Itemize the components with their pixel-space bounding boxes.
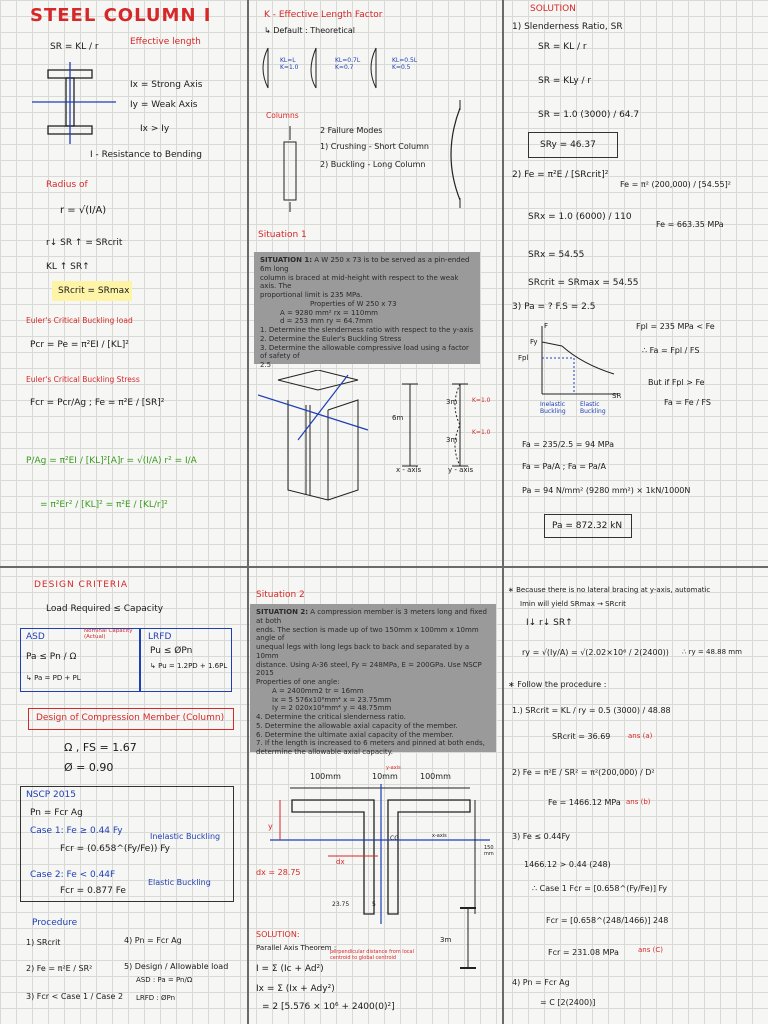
- situation2-line: distance. Using A-36 steel, Fy = 248MPa, E = 200GPa. Use NSCP 2015: [256, 660, 482, 678]
- column-divider-1: [247, 0, 249, 1024]
- pat-formula-3: = 2 [5.576 × 10⁶ + 2400(0)²]: [262, 1002, 395, 1012]
- load-capacity: Load Required ≤ Capacity: [46, 604, 164, 614]
- lrfd-subformula: ↳ Pu = 1.2PD + 1.6PL: [150, 662, 228, 670]
- strong-axis-text: Ix = Strong Axis: [130, 80, 203, 90]
- buckling-mode: 2) Buckling - Long Column: [320, 160, 426, 169]
- situation2-line: 4. Determine the critical slenderness ratio.: [256, 713, 406, 721]
- failure-modes: 2 Failure Modes: [320, 126, 383, 135]
- step1-heading: 1) Slenderness Ratio, SR: [512, 22, 623, 32]
- solution-heading: SOLUTION: [530, 4, 576, 14]
- y-axis-label: y - axis: [448, 466, 474, 474]
- ry-result: ∴ ry = 48.88 mm: [682, 648, 742, 656]
- page-title: STEEL COLUMN I: [30, 5, 212, 26]
- pn-formula: Pn = Fcr Ag: [30, 808, 83, 818]
- k-label-2: KL=0.7L K=0.7: [335, 57, 361, 71]
- resistance-text: I - Resistance to Bending: [90, 150, 202, 160]
- dim-100-left: 100mm: [310, 772, 341, 781]
- q2-result: Fe = 1466.12 MPa: [548, 798, 621, 807]
- q4-calc: = C [2(2400)]: [540, 998, 596, 1007]
- situation1-line: 2. Determine the Euler's Buckling Stress: [260, 334, 402, 343]
- situation2-lead: SITUATION 2:: [256, 608, 309, 616]
- default-text: ↳ Default : Theoretical: [264, 26, 355, 35]
- column-divider-2: [502, 0, 504, 1024]
- length-3m: 3m: [440, 936, 452, 944]
- short-column-sketch: [276, 124, 306, 214]
- y-3m-top: 3m: [446, 398, 458, 406]
- procedure-lrfd: LRFD : ØPn: [136, 994, 176, 1002]
- situation2-line: Ix = 5 576x10⁶mm⁴ x = 23.75mm: [272, 695, 392, 704]
- lrfd-label: LRFD: [148, 632, 172, 642]
- fpl-note: Fpl = 235 MPa < Fe: [636, 322, 715, 331]
- design-comp-heading: Design of Compression Member (Column): [36, 713, 225, 723]
- sr-step-2: SR = KLy / r: [538, 76, 592, 86]
- kl-sr-relation: KL ↑ SR↑: [46, 262, 90, 272]
- dx-label: dx: [336, 858, 345, 866]
- crushing-mode: 1) Crushing - Short Column: [320, 142, 429, 151]
- dim-2375: 23.75: [332, 901, 350, 908]
- case1-cond: Case 1: Fe ≥ 0.44 Fy: [30, 826, 123, 836]
- case2-cond: Case 2: Fe < 0.44F: [30, 870, 116, 880]
- situation1-line: d = 253 mm ry = 64.7mm: [280, 317, 373, 326]
- answer-b: ans (b): [626, 798, 651, 806]
- pat-heading: Parallel Axis Theorem :: [256, 944, 337, 952]
- situation2-line: A = 2400mm2 tr = 16mm: [272, 686, 364, 695]
- situation2-line: 5. Determine the allowable axial capacity of the member.: [256, 721, 458, 730]
- sr-step-1: SR = KL / r: [538, 42, 587, 52]
- graph-fpl-label: Fpl: [518, 354, 529, 362]
- srcrit-value: SRcrit = SRmax = 54.55: [528, 278, 639, 288]
- inelastic-label: Inelastic Buckling: [540, 401, 566, 415]
- ix-gt-iy-text: Ix > Iy: [140, 124, 170, 134]
- answer-c: ans (C): [638, 946, 663, 954]
- fa-note: ∴ Fa = Fpl / FS: [642, 346, 700, 355]
- design-criteria-heading: DESIGN CRITERIA: [34, 580, 128, 590]
- elastic-label: Elastic Buckling: [580, 401, 606, 415]
- dim-150: 150 mm: [484, 845, 494, 857]
- situation2-line: Properties of one angle:: [256, 678, 340, 686]
- graph-f-label: F: [544, 322, 549, 330]
- situation2-line: unequal legs with long legs back to back and separated by a 10mm: [256, 643, 470, 660]
- elastic-buckling-label: Elastic Buckling: [148, 878, 211, 887]
- q1-result: SRcrit = 36.69: [552, 732, 611, 741]
- pat-formula-1: I = Σ (Ic + Ad²): [256, 964, 324, 974]
- double-angle-section: [270, 784, 490, 924]
- phi-value: Ø = 0.90: [64, 761, 114, 774]
- q3-result: Fcr = 231.08 MPa: [548, 948, 619, 957]
- euler-stress-formula: Fcr = Pcr/Ag ; Fe = π²E / [SR]²: [30, 398, 165, 408]
- green-derivation-1: P/Ag = π²EI / [KL]²[A]: [26, 456, 121, 466]
- fa-pa: Fa = Pa/A ; Fa = Pa/A: [522, 462, 606, 471]
- because-line-1: ∗ Because there is no lateral bracing at y-axis, automatic: [508, 586, 711, 594]
- situation2-line: determine the allowable axial capacity.: [256, 748, 394, 756]
- procedure-step-5: 5) Design / Allowable load: [124, 962, 229, 971]
- situation2-line: 6. Determine the ultimate axial capacity of the member.: [256, 730, 454, 739]
- situation1-line: column is braced at mid-height with respect to the weak axis. The: [260, 273, 459, 291]
- buckled-column-sketch: [440, 100, 480, 210]
- fixed-column-sketch: [456, 904, 480, 974]
- asd-label: ASD: [26, 632, 45, 642]
- but-if-note: But if Fpl > Fe: [648, 378, 705, 387]
- q3-calc: Fcr = [0.658^(248/1466)] 248: [546, 916, 669, 925]
- case2-formula: Fcr = 0.877 Fe: [60, 886, 126, 896]
- dim-5: 5: [372, 901, 376, 908]
- k-label-3: KL=0.5L K=0.5: [392, 57, 418, 71]
- pa-answer: Pa = 872.32 kN: [552, 521, 623, 531]
- nscp-heading: NSCP 2015: [26, 790, 76, 800]
- situation2-line: ends. The section is made up of two 150mm x 100mm x 10mm angle of: [256, 625, 479, 643]
- euler-stress-heading: Euler's Critical Buckling Stress: [26, 375, 140, 384]
- situation1-line: 2.5: [260, 361, 272, 369]
- fa-fe-note: Fa = Fe / FS: [664, 398, 711, 407]
- pat-formula-2: Ix = Σ (Ix + Ady²): [256, 984, 335, 994]
- cg-label: CG: [390, 835, 399, 842]
- fe-result: Fe = 663.35 MPa: [656, 220, 724, 229]
- graph-fy-label: Fy: [530, 338, 538, 346]
- procedure-step-1: 1) SRcrit: [26, 938, 61, 947]
- green-derivation-2: r = √(I/A) r² = I/A: [120, 456, 197, 466]
- nominal-note: Nominal Capacity (Actual): [84, 628, 133, 641]
- situation1-label: Situation 1: [258, 230, 307, 240]
- row-divider-2: [247, 566, 502, 568]
- situation2-line: A compression member is 3 meters long and fixed at both: [256, 608, 487, 625]
- q4-formula: 4) Pn = Fcr Ag: [512, 978, 570, 987]
- procedure-step-2: 2) Fe = π²E / SR²: [26, 964, 93, 973]
- sr-step-3: SR = 1.0 (3000) / 64.7: [538, 110, 640, 120]
- length-6m: 6m: [392, 414, 404, 422]
- situation2-label: Situation 2: [256, 590, 305, 600]
- inelastic-buckling-label: Inelastic Buckling: [150, 832, 221, 841]
- srx-calc: SRx = 1.0 (6000) / 110: [528, 212, 632, 222]
- k-heading: K - Effective Length Factor: [264, 10, 383, 20]
- columns-label: Columns: [266, 111, 299, 120]
- column-isometric-sketch: [258, 370, 378, 510]
- row-divider-1: [0, 566, 247, 568]
- omega-value: Ω , FS = 1.67: [64, 741, 137, 754]
- q3-cond: 3) Fe ≤ 0.44Fy: [512, 832, 571, 841]
- k-top: K=1.0: [472, 397, 491, 404]
- situation1-line: 3. Determine the allowable compressive load using a factor of safety of: [260, 343, 469, 361]
- fcr-sr-graph: [522, 322, 622, 402]
- answer-a: ans (a): [628, 732, 653, 740]
- weak-axis-text: Iy = Weak Axis: [130, 100, 198, 110]
- y-dim-label: y: [268, 822, 273, 831]
- situation1-line: A = 9280 mm² rx = 110mm: [280, 308, 378, 317]
- effective-length-note: Effective length: [130, 37, 201, 47]
- fa-calc: Fa = 235/2.5 = 94 MPa: [522, 440, 615, 449]
- x-axis-tag: x-axis: [432, 833, 447, 839]
- because-line-2: Imin will yield SRmax → SRcrit: [520, 600, 626, 608]
- procedure-asd: ASD : Pa = Pn/Ω: [136, 976, 193, 984]
- procedure-step-3: 3) Fcr < Case 1 / Case 2: [26, 992, 124, 1001]
- step3-heading: 3) Pa = ? F.S = 2.5: [512, 302, 596, 312]
- situation1-box: [254, 252, 480, 369]
- ry-calc: ry = √(Iy/A) = √(2.02×10⁶ / 2(2400)): [522, 648, 669, 657]
- procedure-step-4: 4) Pn = Fcr Ag: [124, 936, 182, 945]
- situation2-line: 7. If the length is increased to 6 meters and pinned at both ends,: [256, 739, 485, 748]
- sr-formula: SR = KL / r: [50, 42, 99, 52]
- k-factor-sketches: [256, 44, 406, 94]
- case1-formula: Fcr = (0.658^(Fy/Fe)) Fy: [60, 844, 170, 854]
- situation2-line: Iy = 2 020x10⁶mm⁴ y = 48.75mm: [272, 704, 392, 713]
- follow-procedure: ∗ Follow the procedure :: [508, 680, 607, 689]
- asd-formula: Pa ≤ Pn / Ω: [26, 652, 77, 662]
- i-beam-sketch: [30, 60, 120, 150]
- radius-formula: r = √(I/A): [60, 205, 107, 216]
- situation1-line: 1. Determine the slenderness ratio with respect to the y-axis: [260, 326, 474, 334]
- q3-case: ∴ Case 1 Fcr = [0.658^(Fy/Fe)] Fy: [532, 884, 668, 893]
- dim-100-right: 100mm: [420, 772, 451, 781]
- euler-load-heading: Euler's Critical Buckling load: [26, 316, 133, 325]
- row-divider-3: [502, 566, 768, 568]
- y-axis-tag: y-axis: [386, 765, 401, 771]
- euler-load-formula: Pcr = Pe = π²EI / [KL]²: [30, 340, 129, 350]
- green-derivation-3: = π²Er² / [KL]² = π²E / [KL/r]²: [40, 500, 168, 510]
- q2-calc: 2) Fe = π²E / SR² = π²(200,000) / D²: [512, 768, 655, 777]
- k-bottom: K=1.0: [472, 429, 491, 436]
- imin-relation: I↓ r↓ SR↑: [526, 618, 573, 628]
- k-label-1: KL=L K=1.0: [280, 57, 299, 71]
- perp-note: perpendicular distance from local centroid to global centroid: [330, 949, 414, 961]
- lrfd-formula: Pu ≤ ØPn: [150, 646, 193, 656]
- fe-value: Fe = π² (200,000) / [54.55]²: [620, 180, 731, 189]
- situation1-lead: SITUATION 1:: [260, 256, 313, 264]
- procedure-heading: Procedure: [32, 918, 78, 928]
- q1-calc: 1.) SRcrit = KL / ry = 0.5 (3000) / 48.88: [512, 706, 671, 715]
- r-sr-relation: r↓ SR ↑ = SRcrit: [46, 238, 123, 248]
- radius-heading: Radius of: [46, 180, 88, 190]
- srx-result: SRx = 54.55: [528, 250, 585, 260]
- x-axis-label: x - axis: [396, 466, 422, 474]
- situation1-line: Properties of W 250 x 73: [310, 299, 397, 308]
- dim-10: 10mm: [372, 772, 398, 781]
- step2-heading: 2) Fe = π²E / [SRcrit]²: [512, 170, 609, 180]
- dx-value: dx = 28.75: [256, 868, 301, 877]
- situation1-line: A W 250 x 73 is to be served as a pin-ended 6m long: [260, 256, 470, 273]
- situation1-line: proportional limit is 235 MPa.: [260, 291, 363, 299]
- q3-compare: 1466.12 > 0.44 (248): [524, 860, 611, 869]
- solution2-heading: SOLUTION:: [256, 930, 300, 939]
- sry-answer: SRy = 46.37: [540, 140, 596, 150]
- pa-calc: Pa = 94 N/mm² (9280 mm²) × 1kN/1000N: [522, 486, 691, 495]
- asd-subformula: ↳ Pa = PD + PL: [26, 674, 81, 682]
- graph-sr-label: SR: [612, 392, 622, 400]
- situation2-box: [250, 604, 496, 756]
- srcrit-srmax: SRcrit = SRmax: [58, 286, 130, 296]
- y-3m-bottom: 3m: [446, 436, 458, 444]
